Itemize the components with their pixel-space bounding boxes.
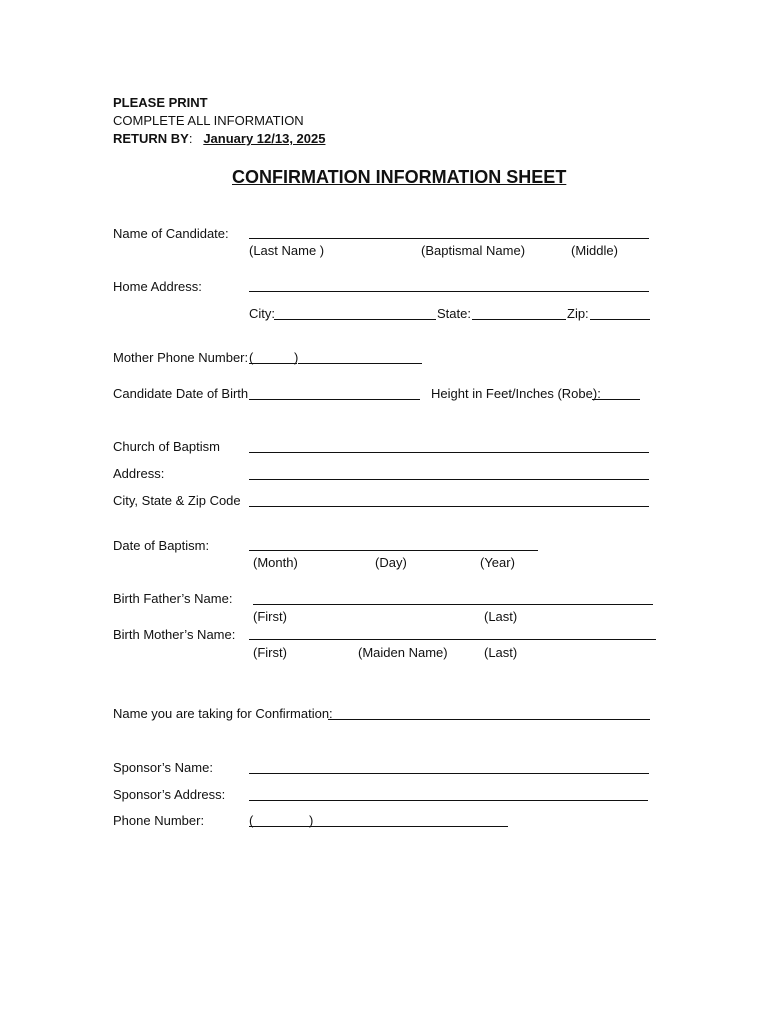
mother-maiden-hint: (Maiden Name) [358,645,448,660]
return-by-line [113,132,325,145]
father-name-field[interactable] [253,604,653,605]
mother-phone-label: Mother Phone Number: [113,350,249,365]
please-print-text: PLEASE PRINT [113,95,208,110]
mother-last-hint: (Last) [484,645,518,660]
sponsor-name-label: Sponsor’s Name: [113,760,213,775]
church-city-state-zip-label: City, State & Zip Code [113,493,241,508]
city-field[interactable] [274,319,436,320]
confirmation-name-label: Name you are taking for Confirmation: [113,706,333,721]
sponsor-address-label: Sponsor’s Address: [113,787,226,802]
mother-phone-field[interactable] [298,363,422,364]
father-last-hint: (Last) [484,609,518,624]
mother-phone-area-underline [249,363,297,364]
mother-first-hint: (First) [253,645,287,660]
sponsor-phone-area-underline [249,826,314,827]
baptism-year-hint: (Year) [480,555,515,570]
zip-label: Zip: [567,306,589,321]
mother-name-field[interactable] [249,639,656,640]
church-address-field[interactable] [249,479,649,480]
baptism-date-label: Date of Baptism: [113,538,210,553]
confirmation-name-field[interactable] [328,719,650,720]
home-address-field[interactable] [249,291,649,292]
candidate-last-name-hint: (Last Name ) [249,243,325,258]
candidate-middle-name-hint: (Middle) [571,243,618,258]
height-label: Height in Feet/Inches (Robe): [431,386,601,401]
page-title: CONFIRMATION INFORMATION SHEET [232,167,567,187]
candidate-name-label: Name of Candidate: [113,226,229,241]
baptism-date-field[interactable] [249,550,538,551]
mother-name-label: Birth Mother’s Name: [113,627,236,642]
birth-date-label: Candidate Date of Birth [113,386,249,401]
birth-date-field[interactable] [249,399,420,400]
complete-all-text: COMPLETE ALL INFORMATION [113,113,304,128]
height-field[interactable] [592,399,640,400]
baptism-day-hint: (Day) [375,555,407,570]
church-of-baptism-label: Church of Baptism [113,439,220,454]
sponsor-phone-field[interactable] [314,826,508,827]
return-by-colon: : [188,131,193,146]
father-first-hint: (First) [253,609,287,624]
sponsor-address-field[interactable] [249,800,648,801]
state-field[interactable] [472,319,566,320]
state-label: State: [437,306,471,321]
father-name-label: Birth Father’s Name: [113,591,233,606]
mother-phone-open-paren: ( [249,350,254,365]
sponsor-phone-open-paren: ( [249,813,254,828]
home-address-label: Home Address: [113,279,202,294]
mother-phone-close-paren: ) [294,350,299,365]
sponsor-phone-close-paren: ) [309,813,314,828]
city-label: City: [249,306,275,321]
sponsor-phone-label: Phone Number: [113,813,205,828]
candidate-baptismal-name-hint: (Baptismal Name) [421,243,526,258]
church-address-label: Address: [113,466,165,481]
church-city-state-zip-field[interactable] [249,506,649,507]
church-of-baptism-field[interactable] [249,452,649,453]
return-by-label: RETURN BY [113,131,189,146]
sponsor-name-field[interactable] [249,773,649,774]
candidate-name-field[interactable] [249,238,649,239]
zip-field[interactable] [590,319,650,320]
baptism-month-hint: (Month) [253,555,298,570]
return-by-date: January 12/13, 2025 [203,131,326,146]
